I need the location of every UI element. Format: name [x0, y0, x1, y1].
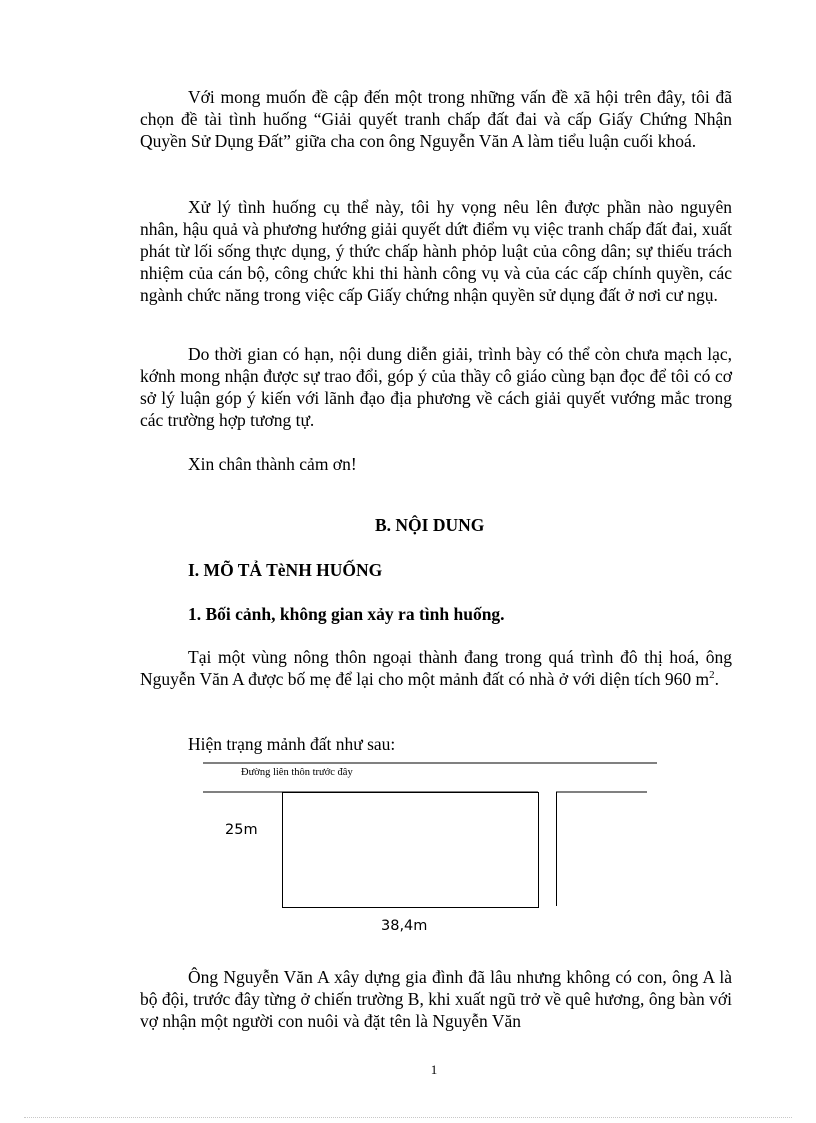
paragraph-5 [140, 646, 732, 690]
paragraph-plot-intro [140, 733, 732, 755]
paragraph-1: Với mong muốn đề cập đến một trong những vấn đề xã hội trên đây, tôi đã chọn đề tài tình huống “Giải quyết tranh chấp đất đai và cấp Giấy Chứng Nhận Quyền Sử Dụng Đất” giữa cha con ông Nguyễn Văn A làm tiểu luận cuối khoá. [140, 87, 732, 151]
section-b-heading: B. NỘI DUNG [375, 515, 485, 535]
plot-length-label: 38,4m [381, 918, 428, 934]
paragraph-7: Ông Nguyễn Văn A xây dựng gia đình đã lâu nhưng không có con, ông A là bộ đội, trước đây từng ở chiến trường B, khi xuất ngũ trở về quê hương, ông bàn với vợ nhận một người con nuôi và đặt tên là Nguyễn Văn [140, 967, 732, 1031]
paragraph-5-text: Tại một vùng nông thôn ngoại thành đang trong quá trình đô thị hoá, ông Nguyễn Văn A được bố mẹ để lại cho một mảnh đất có nhà ở với diện tích 960 m [140, 647, 732, 689]
paragraph-2: Xử lý tình huống cụ thể này, tôi hy vọng nêu lên được phần nào nguyên nhân, hậu quả và phương hướng giải quyết dứt điểm vụ việc tranh chấp đất đai, xuất phát từ lối sống thực dụng, ý thức chấp hành phỏp luật của công dân; sự thiếu trách nhiệm của cán bộ, công chức khi thi hành công vụ và của các cấp chính quyền, các ngành chức năng trong việc cấp Giấy chứng nhận quyền sử dụng đất ở nơi cư ngụ. [140, 197, 732, 305]
paragraph-3: Do thời gian có hạn, nội dung diễn giải, trình bày có thể còn chưa mạch lạc, kớnh mong nhận được sự trao đổi, góp ý của thầy cô giáo cùng bạn đọc để tôi có cơ sở lý luận góp ý kiến với lãnh đạo địa phương về cách giải quyết vướng mắc trong các trường hợp tương tự. [140, 344, 732, 430]
paragraph-4: Xin chân thành cảm ơn! [188, 454, 357, 474]
paragraph-intro [140, 86, 732, 152]
paragraph-6: Hiện trạng mảnh đất như sau: [188, 734, 396, 754]
land-plot-rectangle [283, 793, 539, 908]
page-number: 1 [430, 1062, 438, 1077]
area-superscript: 2 [709, 669, 715, 682]
paragraph-apology [140, 343, 732, 431]
paragraph-context [140, 646, 732, 690]
paragraph-family [140, 966, 732, 1032]
part-i-heading: I. MÕ TẢ TèNH HUỐNG [188, 560, 383, 580]
subsection-1-heading: 1. Bối cảnh, không gian xảy ra tình huống. [188, 604, 505, 624]
paragraph-situation [140, 196, 732, 306]
plot-width-label: 25m [225, 822, 258, 838]
paragraph-thanks [140, 453, 732, 475]
road-label: Đường liên thôn trước đây [241, 767, 353, 778]
page-bottom-divider [24, 1117, 792, 1118]
paragraph-5-end: . [714, 669, 719, 689]
